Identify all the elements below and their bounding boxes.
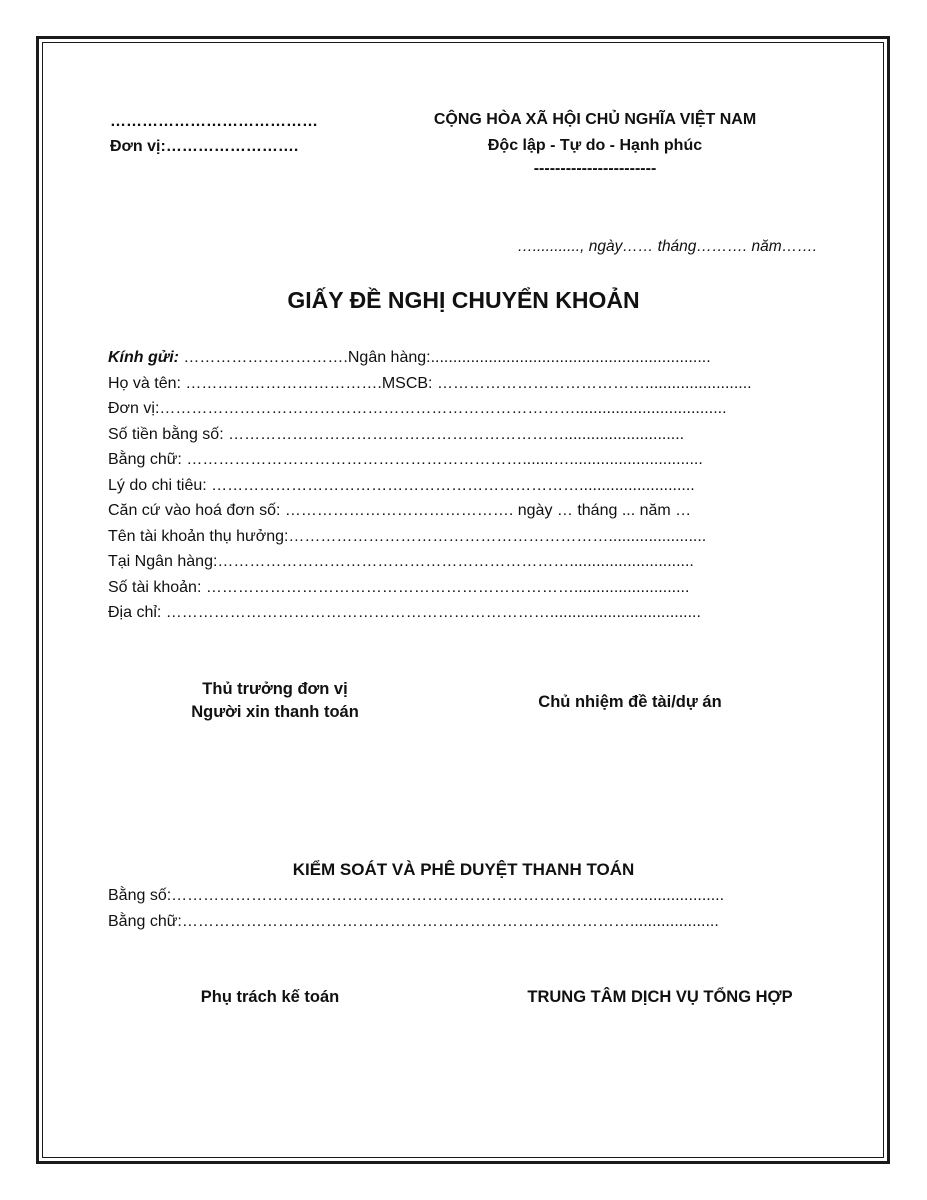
date-line: …..........., ngày…… tháng………. năm……. (517, 238, 817, 255)
unit-head-title: Thủ trưởng đơn vị (202, 680, 348, 698)
signature-accounting: Phụ trách kế toán (200, 988, 340, 1006)
field-unit: Đơn vị:…………………………………………………………………….................................. (108, 400, 727, 417)
approval-fields (108, 883, 808, 934)
field-account-number: Số tài khoản: …………………………………………………………….......................... (108, 578, 690, 596)
recipient-value: ………………………….Ngân hàng:............................................................... (178, 349, 711, 366)
field-recipient (108, 345, 818, 371)
field-beneficiary-name: Tên tài khoản thụ hưởng:……………………………………………………...................... (108, 527, 707, 545)
org-name-line: ………………………………… (110, 113, 318, 130)
document-title: GIẤY ĐỀ NGHỊ CHUYỂN KHOẢN (287, 287, 640, 313)
field-address: Địa chỉ: ……………………………………………………………….................................. (108, 604, 701, 621)
signature-service-center: TRUNG TÂM DỊCH VỤ TỔNG HỢP (527, 988, 793, 1006)
motto-divider: ----------------------- (533, 160, 657, 177)
field-reason: Lý do chi tiêu: …………………………………………………………….......................... (108, 476, 695, 494)
signature-project-lead: Chủ nhiệm đề tài/dự án (538, 693, 722, 711)
recipient-label: Kính gửi: (108, 349, 179, 366)
approval-title: KIỂM SOÁT VÀ PHÊ DUYỆT THANH TOÁN (292, 860, 635, 879)
signature-unit-head (150, 680, 400, 722)
field-bank: Tại Ngân hàng:…………………………………………………………............................ (108, 553, 694, 570)
approval-amount-number: Bằng số:…………………………………………………………………………….................... (108, 887, 725, 904)
field-invoice: Căn cứ vào hoá đơn số: ……………………………………. ngày … tháng ... năm … (108, 502, 692, 519)
field-full-name: Họ và tên: ……………………………….MSCB: …………………………………........................ (108, 374, 752, 392)
requester-title: Người xin thanh toán (191, 703, 359, 721)
field-amount-number: Số tiền bằng số: ………………………………………………………........................... (108, 425, 685, 443)
unit-line: Đơn vị:……………………. (110, 138, 299, 155)
request-fields (108, 345, 818, 626)
field-amount-words: Bằng chữ: ……………………………………………………….......….............................. (108, 451, 703, 468)
national-motto: Độc lập - Tự do - Hạnh phúc (487, 137, 703, 154)
nation-title: CỘNG HÒA XÃ HỘI CHỦ NGHĨA VIỆT NAM (433, 111, 757, 128)
approval-amount-words: Bằng chữ:………………………………………………………………………….................... (108, 912, 719, 930)
